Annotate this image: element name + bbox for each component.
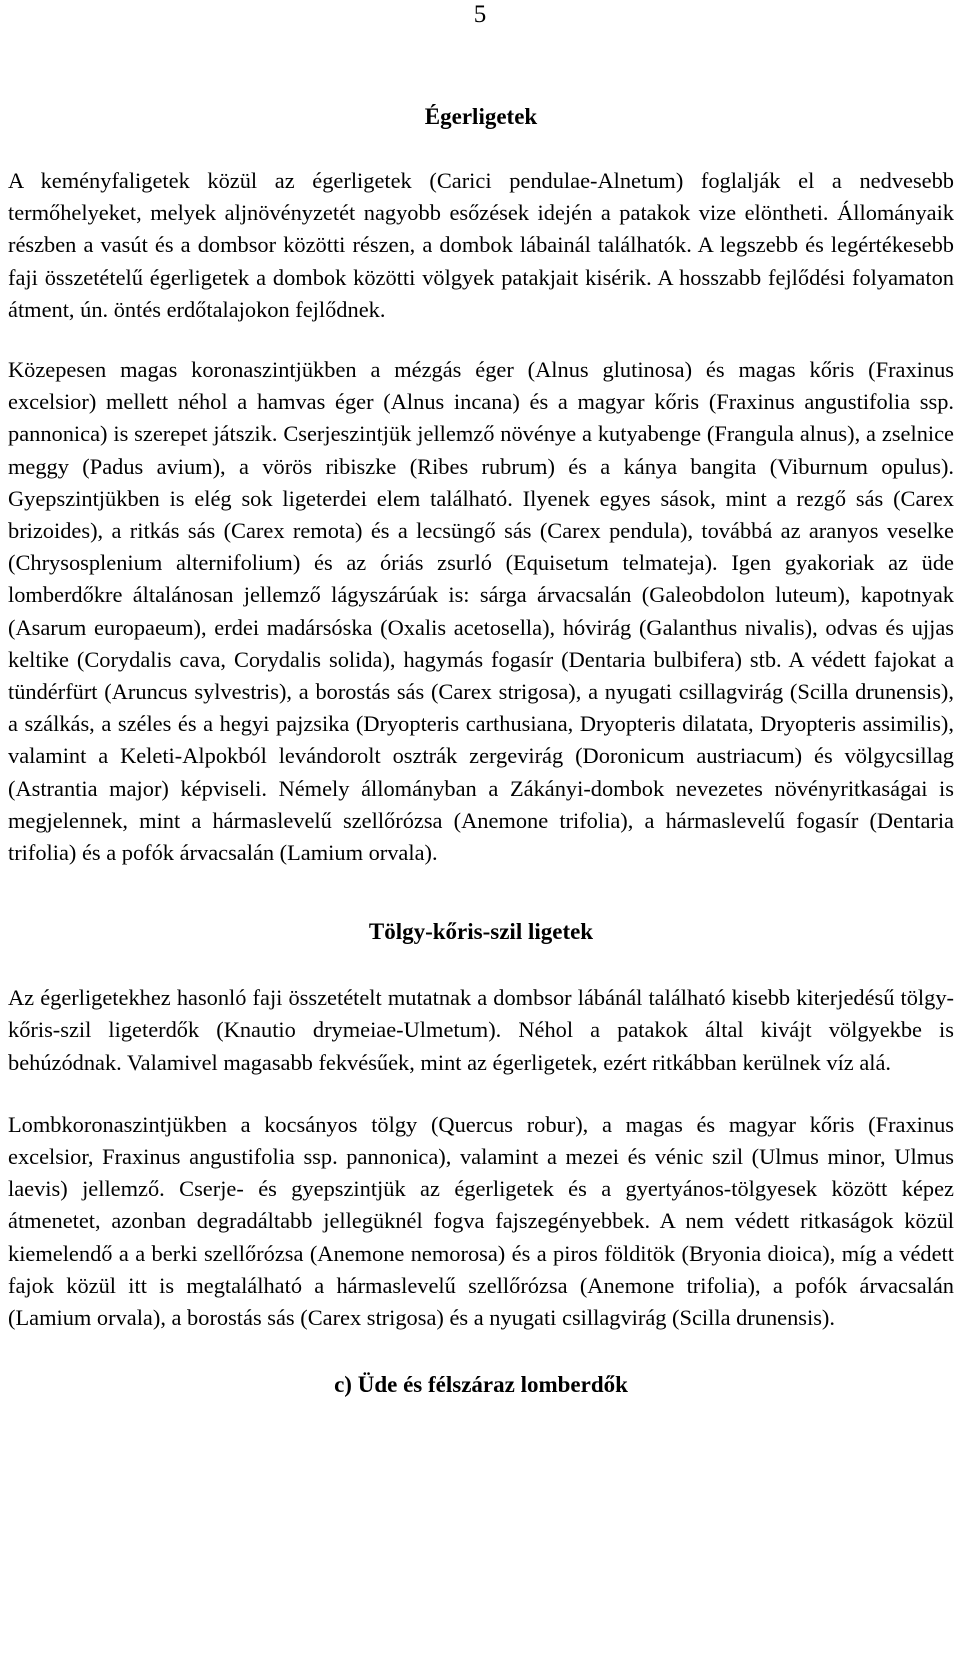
page-number: 5 xyxy=(473,1,487,28)
paragraph: Lombkoronaszintjükben a kocsányos tölgy (Quercus robur), a magas és magyar kőris (Fraxinus excelsior, Fraxinus angustifolia ssp. pannonica), valamint a mezei és vénic szil (Ulmus minor, Ulmus laevis) jellemző. Cserje- és gyepszintjük az égerligetek és a gyertyános-tölgyesek között képez átmenetet, azonban degradáltabb jellegüknél fogva fajszegényebbek. A nem védett ritkaságok közül kiemelendő a a berki szellőrózsa (Anemone nemorosa) és a piros földitök (Bryonia dioica), míg a védett fajok közül itt is megtalálható a hármaslevelű szellőrózsa (Anemone trifolia), a pofók árvacsalán (Lamium orvala), a borostás sás (Carex strigosa) és a nyugati csillagvirág (Scilla drunensis). xyxy=(8,1111,954,1331)
document-body xyxy=(8,102,954,1400)
paragraph: Közepesen magas koronaszintjükben a mézgás éger (Alnus glutinosa) és magas kőris (Fraxinus excelsior) mellett néhol a hamvas éger (Alnus incana) és a magyar kőris (Fraxinus angustifolia ssp. pannonica) is szerepet játszik. Cserjeszintjük jellemző növénye a kutyabenge (Frangula alnus), a zselnice meggy (Padus avium), a vörös ribiszke (Ribes rubrum) és a kánya bangita (Viburnum opulus). Gyepszintjükben is elég sok ligeterdei elem található. Ilyenek egyes sások, mint a rezgő sás (Carex brizoides), a ritkás sás (Carex remota) és a lecsüngő sás (Carex pendula), továbbá az aranyos veselke (Chrysosplenium alternifolium) és az óriás zsurló (Equisetum telmateja). Igen gyakoriak az üde lomberdőkre általánosan jellemző lágyszárúak is: sárga árvacsalán (Galeobdolon luteum), kapotnyak (Asarum europaeum), erdei madársóska (Oxalis acetosella), hóvirág (Galanthus nivalis), odvas és ujjas keltike (Corydalis cava, Corydalis solida), hagymás fogasír (Dentaria bulbifera) stb. A védett fajokat a tündérfürt (Aruncus sylvestris), a borostás sás (Carex strigosa), a nyugati csillagvirág (Scilla drunensis), a szálkás, a széles és a hegyi pajzsika (Dryopteris carthusiana, Dryopteris dilatata, Dryopteris assimilis), valamint a Keleti-Alpokból levándorolt osztrák zergevirág (Doronicum austriacum) és völgycsillag (Astrantia major) képviseli. Némely állományban a Zákányi-dombok nevezetes növényritkaságai is megjelennek, mint a hármaslevelű szellőrózsa (Anemone trifolia), a hármaslevelű fogasír (Dentaria trifolia) és a pofók árvacsalán (Lamium orvala). xyxy=(8,357,954,866)
paragraph: Az égerligetekhez hasonló faji összetételt mutatnak a dombsor lábánál található kisebb kiterjedésű tölgy-kőris-szil ligeterdők (Knautio drymeiae-Ulmetum). Néhol a patakok által kivájt völgyekbe is behúzódnak. Valamivel magasabb fekvésűek, mint az égerligetek, ezért ritkábban kerülnek víz alá. xyxy=(8,985,954,1075)
section-title-tolgy-koris-szil-ligetek: Tölgy-kőris-szil ligetek xyxy=(368,919,594,945)
paragraph: A keményfaligetek közül az égerligetek (Carici pendulae-Alnetum) foglalják el a nedvesebb termőhelyeket, melyek aljnövényzetét nagyobb esőzések idején a patakok vize elöntheti. Állományaik részben a vasút és a dombsor közötti részen, a dombok lábainál találhatók. A legszebb és legértékesebb faji összetételű égerligetek a dombok közötti völgyek patakjait kisérik. A hosszabb fejlődési folyamaton átment, ún. öntés erdőtalajokon fejlődnek. xyxy=(8,168,954,322)
section-title-ude-es-felszaraz-lomberdok: c) Üde és félszáraz lomberdők xyxy=(334,1372,628,1398)
section-title-egerligetek: Égerligetek xyxy=(424,104,538,129)
